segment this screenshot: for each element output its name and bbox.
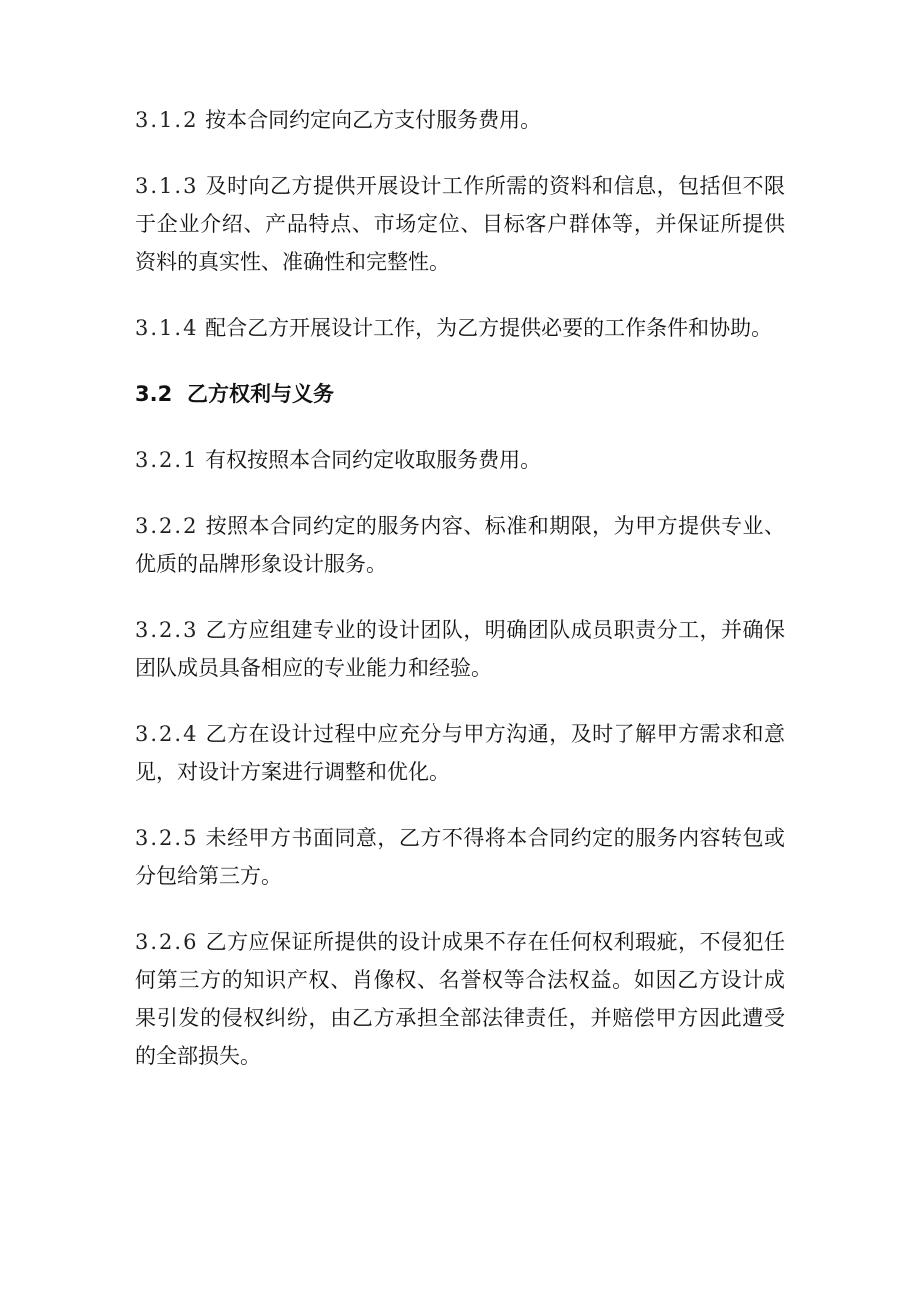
clause-number: 3.2.5: [135, 826, 199, 850]
clause-number: 3.2.4: [135, 722, 199, 746]
clause-3-2-4: [135, 715, 785, 791]
clause-number: 3.1.2: [135, 108, 199, 132]
clause-text: 乙方应组建专业的设计团队，明确团队成员职责分工，并确保团队成员具备相应的专业能力和经验。: [135, 618, 785, 680]
section-title: 乙方权利与义务: [187, 382, 334, 406]
clause-text: 有权按照本合同约定收取服务费用。: [205, 448, 542, 472]
clause-text: 乙方在设计过程中应充分与甲方沟通，及时了解甲方需求和意见，对设计方案进行调整和优化。: [135, 722, 785, 784]
section-number: 3.2: [135, 382, 173, 406]
clause-text: 配合乙方开展设计工作，为乙方提供必要的工作条件和协助。: [205, 316, 773, 340]
clause-text: 未经甲方书面同意，乙方不得将本合同约定的服务内容转包或分包给第三方。: [135, 826, 785, 888]
clause-text: 及时向乙方提供开展设计工作所需的资料和信息，包括但不限于企业介绍、产品特点、市场定位、目标客户群体等，并保证所提供资料的真实性、准确性和完整性。: [135, 174, 785, 274]
clause-number: 3.2.6: [135, 930, 199, 954]
clause-3-2-3: [135, 611, 785, 687]
clause-3-1-2: [135, 101, 785, 139]
clause-3-2-2: [135, 507, 785, 583]
clause-number: 3.1.4: [135, 316, 199, 340]
clause-3-2-5: [135, 819, 785, 895]
clause-3-1-4: [135, 309, 785, 347]
clause-number: 3.1.3: [135, 174, 199, 198]
clause-number: 3.2.1: [135, 448, 199, 472]
section-heading-3-2: [135, 375, 785, 413]
clause-number: 3.2.2: [135, 514, 199, 538]
clause-3-2-6: [135, 923, 785, 1075]
clause-text: 按本合同约定向乙方支付服务费用。: [205, 108, 542, 132]
clause-3-2-1: [135, 441, 785, 479]
clause-text: 按照本合同约定的服务内容、标准和期限，为甲方提供专业、优质的品牌形象设计服务。: [135, 514, 785, 576]
clause-number: 3.2.3: [135, 618, 199, 642]
clause-text: 乙方应保证所提供的设计成果不存在任何权利瑕疵，不侵犯任何第三方的知识产权、肖像权、名誉权等合法权益。如因乙方设计成果引发的侵权纠纷，由乙方承担全部法律责任，并赔偿甲方因此遭受的全部损失。: [135, 930, 785, 1068]
document-body: [135, 101, 785, 1103]
clause-3-1-3: [135, 167, 785, 281]
